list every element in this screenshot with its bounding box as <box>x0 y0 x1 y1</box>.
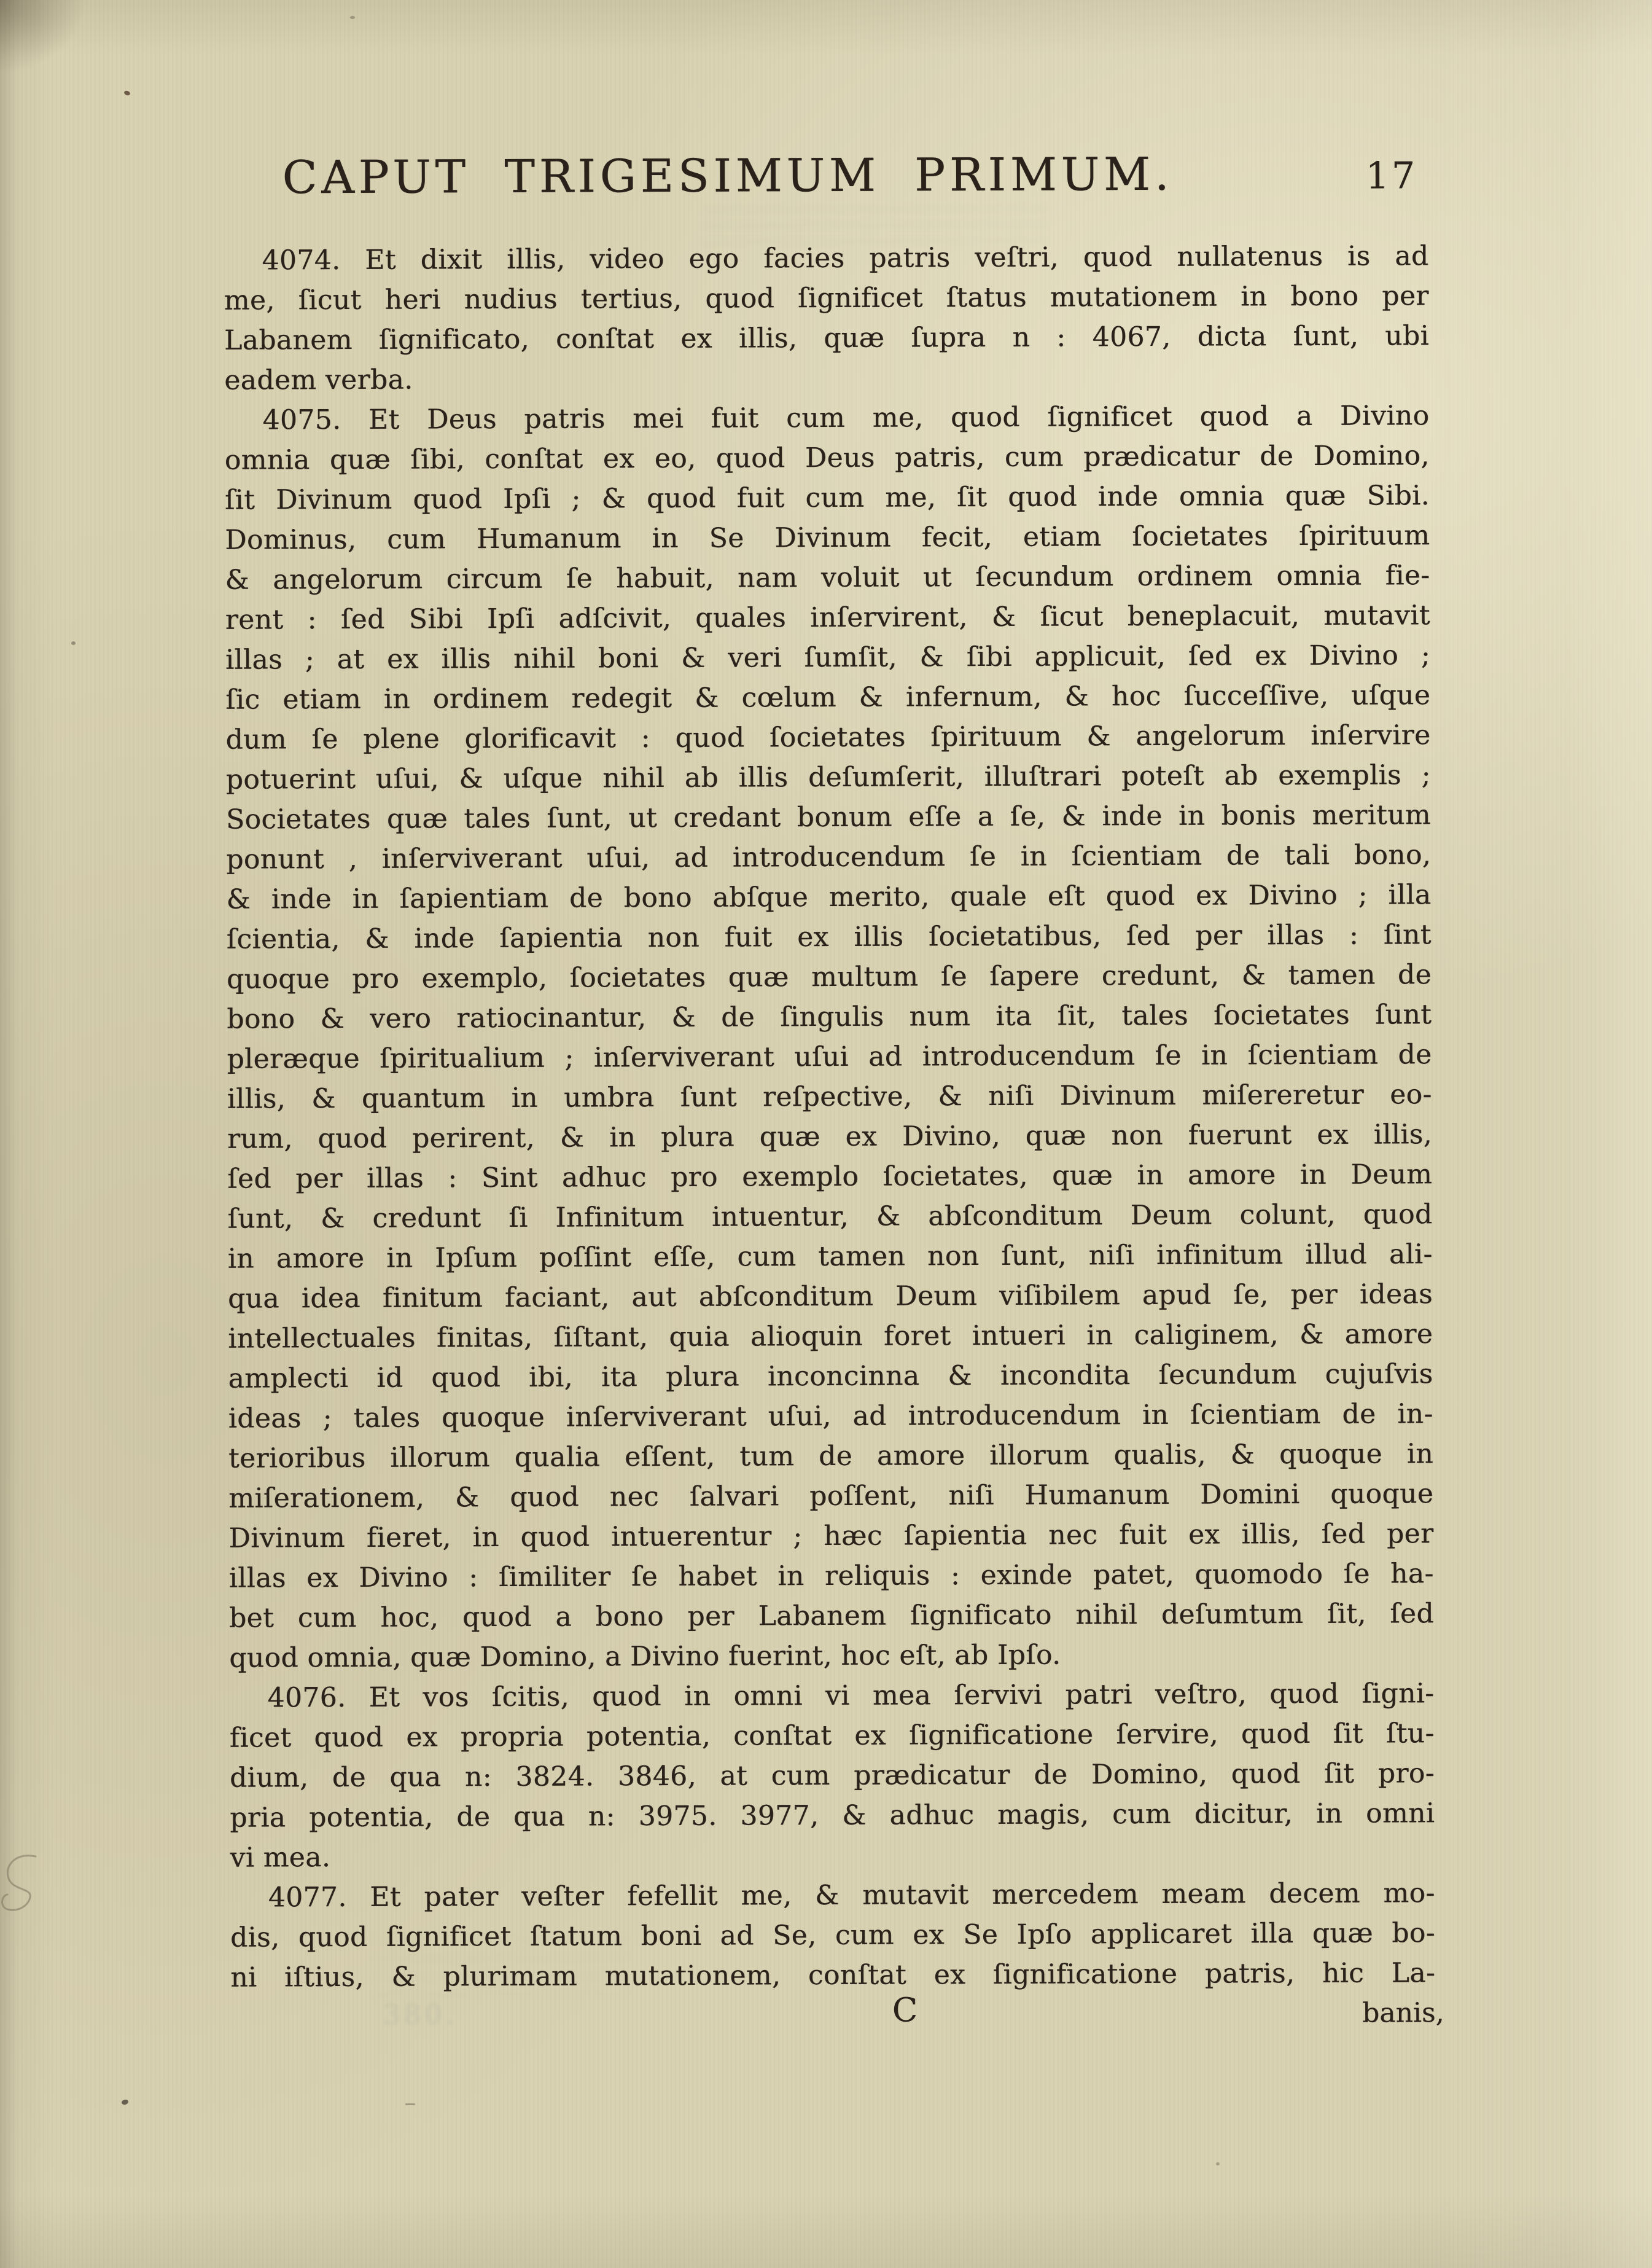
text-line: amplecti id quod ibi, ita plura inconcinna & incondita ſecundum cujuſvis <box>228 1358 1433 1394</box>
text-line: pria potentia, de qua n: 3975. 3977, & adhuc magis, cum dicitur, in omni <box>230 1797 1435 1834</box>
paper-speck <box>350 16 355 19</box>
text-line: illas ex Divino : ſimiliter ſe habet in reliquis : exinde patet, quomodo ſe ha- <box>228 1558 1434 1594</box>
text-line: quod omnia, quæ Domino, a Divino fuerint, hoc eſt, ab Ipſo. <box>229 1639 1061 1674</box>
showthrough-text: 380. <box>383 1999 458 2031</box>
text-line: 4075. Et Deus patris mei fuit cum me, quod ſignificet quod a Divino <box>262 400 1430 436</box>
paper-speck <box>1216 2162 1220 2165</box>
text-line: ſit Divinum quod Ipſi ; & quod fuit cum me, ſit quod inde omnia quæ Sibi. <box>224 480 1430 516</box>
text-line: dis, quod ſignificet ſtatum boni ad Se, cum ex Se Ipſo applicaret illa quæ bo- <box>230 1917 1436 1953</box>
text-line: & angelorum circum ſe habuit, nam voluit ut ſecundum ordinem omnia fie- <box>225 560 1430 596</box>
text-line: Societates quæ tales ſunt, ut credant bonum eſſe a ſe, & inde in bonis meritum <box>225 799 1432 835</box>
text-line: 4076. Et vos ſcitis, quod in omni vi mea ſervivi patri veſtro, quod ſigni- <box>267 1678 1435 1714</box>
page-number: 17 <box>1365 154 1418 198</box>
text-line: illas ; at ex illis nihil boni & veri ſumſit, & ſibi applicuit, ſed ex Divino ; <box>225 639 1431 676</box>
text-line: ſunt, & credunt ſi Infinitum intuentur, & abſconditum Deum colunt, quod <box>227 1199 1433 1235</box>
pencil-squiggle-mark <box>0 1853 43 1926</box>
text-line: me, ſicut heri nudius tertius, quod ſignificet ſtatus mutationem in bono per <box>224 280 1429 316</box>
text-line: miſerationem, & quod nec ſalvari poſſent, niſi Humanum Domini quoque <box>228 1478 1434 1514</box>
text-line: bono & vero ratiocinantur, & de ſingulis num ita ſit, tales ſocietates ſunt <box>227 999 1432 1035</box>
text-line: eadem verba. <box>224 364 413 396</box>
text-line: ponunt , inſerviverant uſui, ad introducendum ſe in ſcientiam de tali bono, <box>226 839 1432 875</box>
text-line: rent : ſed Sibi Ipſi adſcivit, quales inſervirent, & ſicut beneplacuit, mutavit <box>225 600 1430 636</box>
chapter-title: CAPUT TRIGESIMUM PRIMUM. <box>282 147 1174 205</box>
text-line: rum, quod perirent, & in plura quæ ex Divino, quæ non fuerunt ex illis, <box>227 1119 1433 1155</box>
text-line: in amore in Ipſum poſſint eſſe, cum tamen non ſunt, niſi infinitum illud ali- <box>227 1238 1433 1275</box>
text-line: 4074. Et dixit illis, video ego facies patris veſtri, quod nullatenus is ad <box>262 240 1429 276</box>
text-line: ſic etiam in ordinem redegit & cœlum & infernum, & hoc ſucceſſive, uſque <box>225 679 1431 716</box>
text-line: ficet quod ex propria potentia, conſtat ex ſignificatione ſervire, quod ſit ſtu- <box>229 1718 1435 1754</box>
paper-speck <box>71 641 76 645</box>
text-line: dum ſe plene glorificavit : quod ſocietates ſpirituum & angelorum inſervire <box>225 719 1431 756</box>
text-line: terioribus illorum qualia eſſent, tum de amore illorum qualis, & quoque in <box>228 1438 1434 1474</box>
text-line: illis, & quantum in umbra ſunt reſpective, & niſi Divinum miſereretur eo- <box>227 1079 1432 1115</box>
text-line: pleræque ſpiritualium ; inſerviverant uſui ad introducendum ſe in ſcientiam de <box>227 1039 1432 1075</box>
text-line: bet cum hoc, quod a bono per Labanem ſignificato nihil deſumtum ſit, ſed <box>228 1598 1435 1634</box>
text-line: Divinum fieret, in quod intuerentur ; hæc ſapientia nec fuit ex illis, ſed per <box>228 1518 1434 1554</box>
paper-speck <box>405 2103 415 2105</box>
text-line: Dominus, cum Humanum in Se Divinum fecit, etiam ſocietates ſpirituum <box>225 520 1430 556</box>
text-line: ideas ; tales quoque inſerviverant uſui, ad introducendum in ſcientiam de in- <box>228 1398 1433 1434</box>
signature-mark: C <box>892 1990 918 2030</box>
text-line: vi mea. <box>230 1842 331 1874</box>
text-line: ſed per illas : Sint adhuc pro exemplo ſocietates, quæ in amore in Deum <box>227 1159 1433 1195</box>
text-line: omnia quæ ſibi, conſtat ex eo, quod Deus patris, cum prædicatur de Domino, <box>224 440 1430 476</box>
text-line: quoque pro exemplo, ſocietates quæ multum ſe ſapere credunt, & tamen de <box>226 959 1432 995</box>
text-line: 4077. Et pater veſter fefellit me, & mutavit mercedem meam decem mo- <box>268 1877 1435 1914</box>
text-line: & inde in ſapientiam de bono abſque merito, quale eſt quod ex Divino ; illa <box>226 879 1432 915</box>
text-line: Labanem ſignificato, conſtat ex illis, quæ ſupra n : 4067, dicta ſunt, ubi <box>224 320 1430 356</box>
text-line: qua idea finitum faciant, aut abſconditum Deum viſibilem apud ſe, per ideas <box>227 1278 1433 1315</box>
text-line: ſcientia, & inde ſapientia non fuit ex illis ſocietatibus, ſed per illas : ſint <box>226 919 1432 955</box>
text-block <box>224 236 1435 1998</box>
text-line: ni iſtius, & plurimam mutationem, conſtat ex ſignificatione patris, hic La- <box>230 1957 1436 1993</box>
catchword: banis, <box>1362 1997 1444 2029</box>
text-line: dium, de qua n: 3824. 3846, at cum prædicatur de Domino, quod ſit pro- <box>229 1758 1435 1794</box>
text-line: intellectuales finitas, ſiſtant, quia alioquin foret intueri in caliginem, & amore <box>228 1318 1433 1355</box>
text-line: potuerint uſui, & uſque nihil ab illis deſumſerit, illuſtrari poteſt ab exemplis ; <box>225 759 1431 796</box>
